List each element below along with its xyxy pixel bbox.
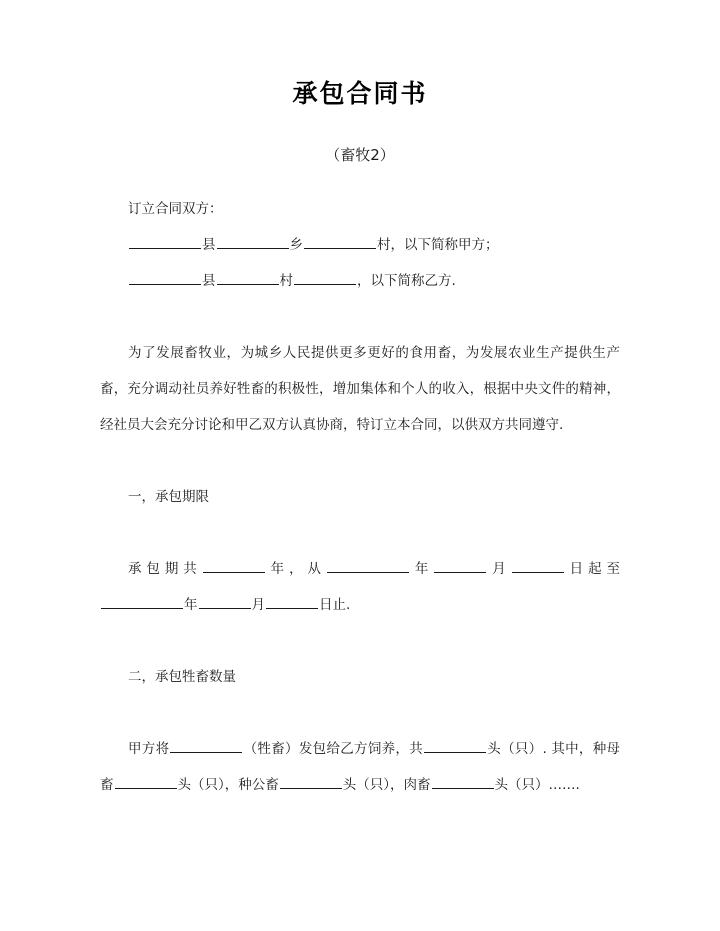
- party-b-name-blank[interactable]: [294, 272, 356, 285]
- party-a-county-label: 县: [202, 237, 216, 253]
- party-a-township-label: 乡: [289, 237, 303, 253]
- term-until-label: 日起至: [564, 561, 621, 577]
- party-b-village-label: 村: [279, 273, 293, 289]
- breeding-male-count-blank[interactable]: [280, 776, 342, 789]
- party-b-line: [100, 263, 620, 299]
- term-end-year-label: 年: [184, 597, 198, 613]
- section-heading-2: 二，承包牲畜数量: [128, 669, 236, 685]
- term-end-day-blank[interactable]: [266, 596, 318, 609]
- party-b-county-label: 县: [202, 273, 216, 289]
- term-end-suffix-label: 日止.: [319, 597, 351, 613]
- parties-label: 订立合同双方：: [128, 201, 223, 217]
- term-end-year-blank[interactable]: [101, 596, 183, 609]
- preamble-paragraph: 为了发展畜牧业，为城乡人民提供更多更好的食用畜，为发展农业生产提供生产畜，充分调动社员养好牲畜的积极性，增加集体和个人的收入，根据中央文件的精神，经社员大会充分讨论和甲乙双方认真协商，特订立本合同，以供双方共同遵守.: [100, 345, 620, 433]
- term-years-blank[interactable]: [203, 560, 265, 573]
- section-1-body: [100, 551, 620, 623]
- breeding-female-count-blank[interactable]: [115, 776, 177, 789]
- party-a-township-blank[interactable]: [217, 236, 289, 249]
- document-title: 承包合同书: [292, 79, 428, 108]
- section-heading-1: 一，承包期限: [128, 489, 209, 505]
- party-a-line: [100, 227, 620, 263]
- livestock-suffix-label: 头（只）…….: [494, 777, 580, 793]
- term-from-label: 年，从: [265, 561, 326, 577]
- livestock-type-blank[interactable]: [170, 740, 242, 753]
- document-body: [100, 165, 620, 803]
- spacer-after-section-1: [100, 623, 620, 659]
- livestock-breeding-female-label: 头（只）. 其中，种母畜: [100, 741, 621, 793]
- livestock-total-blank[interactable]: [424, 740, 486, 753]
- spacer-after-heading-1: [100, 515, 620, 551]
- party-b-county-blank[interactable]: [129, 272, 201, 285]
- livestock-intro-label: 甲方将: [128, 741, 170, 757]
- term-end-month-label: 月: [251, 597, 265, 613]
- party-a-suffix-label: 村，以下简称甲方；: [377, 237, 499, 253]
- term-end-month-blank[interactable]: [199, 596, 251, 609]
- section-2-body: [100, 731, 620, 803]
- document-subtitle: （畜牧2）: [325, 145, 395, 164]
- livestock-breeding-male-label: 头（只），种公畜: [177, 777, 279, 793]
- term-start-year-blank[interactable]: [327, 560, 409, 573]
- livestock-meat-label: 头（只），肉畜: [342, 777, 431, 793]
- term-start-month-label: 月: [487, 561, 511, 577]
- term-start-day-blank[interactable]: [512, 560, 564, 573]
- spacer-after-heading-2: [100, 695, 620, 731]
- party-a-county-blank[interactable]: [129, 236, 201, 249]
- term-start-month-blank[interactable]: [434, 560, 486, 573]
- party-a-village-blank[interactable]: [304, 236, 376, 249]
- party-b-suffix-label: ，以下简称乙方.: [357, 273, 456, 289]
- term-total-label: 承包期共: [128, 561, 202, 577]
- spacer-after-preamble: [100, 443, 620, 479]
- meat-livestock-count-blank[interactable]: [432, 776, 494, 789]
- livestock-contract-label: （牲畜）发包给乙方饲养，共: [243, 741, 423, 757]
- term-start-year-label: 年: [409, 561, 434, 577]
- party-b-village-blank[interactable]: [217, 272, 279, 285]
- spacer-after-parties: [100, 299, 620, 335]
